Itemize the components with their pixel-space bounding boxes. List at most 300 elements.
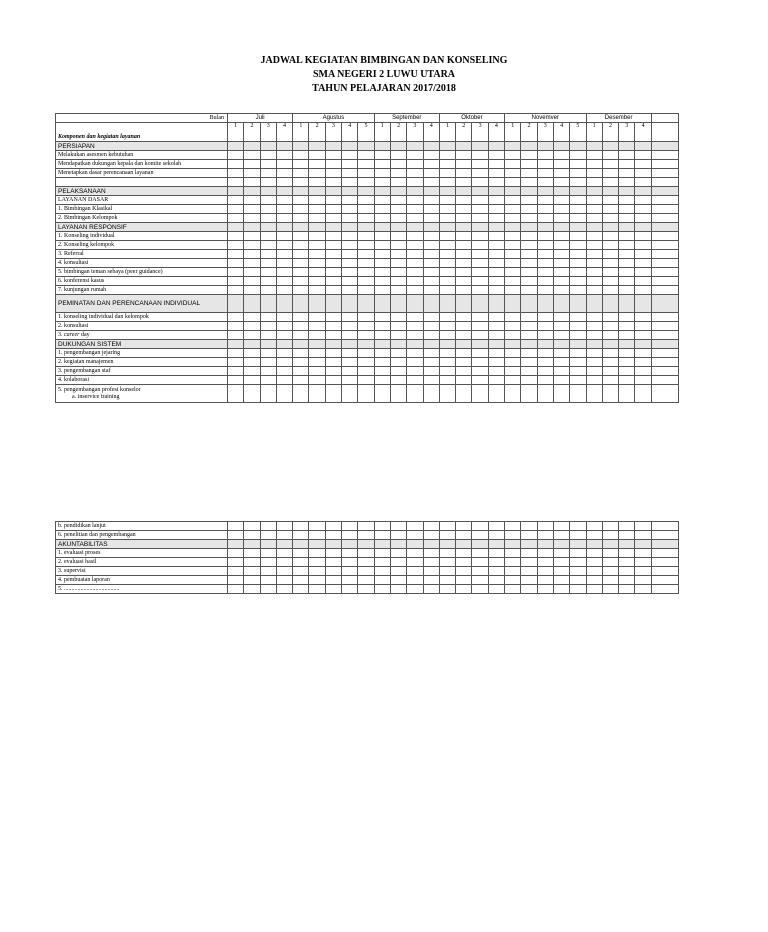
schedule-cell [472,178,488,187]
schedule-cell [505,178,521,187]
schedule-cell [276,187,292,196]
schedule-cell [505,241,521,250]
schedule-cell [635,558,651,567]
schedule-cell [619,214,635,223]
schedule-cell [309,558,325,567]
schedule-cell [619,232,635,241]
schedule-cell [586,331,602,340]
schedule-cell [293,241,309,250]
schedule-cell [553,178,569,187]
schedule-cell [472,268,488,277]
schedule-cell [423,549,439,558]
schedule-cell [276,259,292,268]
schedule-cell [619,349,635,358]
schedule-cell [456,558,472,567]
schedule-cell [244,367,260,376]
schedule-cell [423,585,439,594]
month-juli: Juli [228,114,293,123]
schedule-cell [619,178,635,187]
schedule-cell [407,223,423,232]
schedule-cell [651,585,678,594]
schedule-cell [553,531,569,540]
schedule-cell [293,214,309,223]
table-row [56,558,679,567]
schedule-cell [537,232,553,241]
activity-label [56,151,228,160]
career-word: career [64,331,80,338]
schedule-cell [635,522,651,531]
schedule-cell [228,268,244,277]
schedule-cell [276,585,292,594]
schedule-cell [505,295,521,313]
schedule-cell [260,286,276,295]
schedule-cell [228,259,244,268]
schedule-cell [651,313,678,322]
schedule-cell [309,331,325,340]
schedule-cell [472,160,488,169]
schedule-cell [260,376,276,385]
schedule-cell [651,196,678,205]
schedule-cell [228,277,244,286]
schedule-cell [260,385,276,403]
week-number: 1 [374,123,390,142]
schedule-cell [244,295,260,313]
activity-text: PEMINATAN DAN PERENCANAAN INDIVIDUAL [58,300,201,307]
schedule-cell [586,585,602,594]
schedule-cell [472,277,488,286]
schedule-cell [325,531,341,540]
schedule-cell [570,151,586,160]
schedule-cell [358,223,374,232]
schedule-cell [325,567,341,576]
schedule-cell [602,187,618,196]
schedule-cell [374,313,390,322]
schedule-cell [651,241,678,250]
activity-label [56,268,228,277]
schedule-cell [342,585,358,594]
schedule-cell [619,585,635,594]
schedule-cell [619,522,635,531]
schedule-cell [423,241,439,250]
schedule-cell [439,196,455,205]
activity-label [56,585,228,594]
schedule-cell [619,277,635,286]
schedule-cell [407,585,423,594]
schedule-cell [537,160,553,169]
section-row [56,540,679,549]
schedule-cell [651,567,678,576]
schedule-cell [456,241,472,250]
schedule-cell [521,205,537,214]
schedule-cell [635,214,651,223]
schedule-cell [423,522,439,531]
schedule-cell [602,142,618,151]
schedule-cell [472,205,488,214]
activity-text: Menetapkan dasar perencanaan layanan [58,169,154,176]
schedule-cell [602,367,618,376]
schedule-cell [472,358,488,367]
schedule-cell [390,540,406,549]
schedule-cell [537,358,553,367]
schedule-cell [407,286,423,295]
schedule-cell [390,187,406,196]
schedule-cell [407,277,423,286]
schedule-cell [342,241,358,250]
schedule-cell [472,214,488,223]
schedule-cell [456,286,472,295]
schedule-cell [358,160,374,169]
schedule-cell [537,522,553,531]
activity-label [56,205,228,214]
schedule-cell [472,531,488,540]
table-row [56,585,679,594]
schedule-cell [260,160,276,169]
activity-label [56,178,228,187]
schedule-cell [602,160,618,169]
schedule-cell [244,250,260,259]
schedule-cell [635,169,651,178]
schedule-cell [244,268,260,277]
schedule-cell [407,349,423,358]
schedule-cell [293,295,309,313]
schedule-cell [439,313,455,322]
week-number: 1 [505,123,521,142]
schedule-cell [358,178,374,187]
schedule-cell [456,187,472,196]
activity-label [56,214,228,223]
schedule-cell [472,322,488,331]
schedule-cell [586,205,602,214]
schedule-cell [488,331,504,340]
activity-text: AKUNTABILITAS [58,540,108,548]
schedule-cell [472,540,488,549]
table-row [56,160,679,169]
schedule-cell [619,142,635,151]
schedule-cell [439,540,455,549]
schedule-cell [505,558,521,567]
schedule-cell [537,558,553,567]
schedule-cell [358,277,374,286]
schedule-cell [553,205,569,214]
schedule-cell [505,223,521,232]
week-header-row [56,123,679,142]
schedule-cell [521,385,537,403]
schedule-cell [244,331,260,340]
activity-label [56,576,228,585]
schedule-cell [423,540,439,549]
week-number: 1 [293,123,309,142]
schedule-cell [293,232,309,241]
activity-text: 2. Konseling kelompok [58,241,115,248]
schedule-cell [586,214,602,223]
schedule-cell [456,567,472,576]
schedule-cell [309,385,325,403]
schedule-cell [537,277,553,286]
schedule-cell [260,531,276,540]
schedule-cell [260,295,276,313]
schedule-cell [423,295,439,313]
activity-text: 1. evaluasi proses [58,549,101,556]
schedule-cell [537,576,553,585]
schedule-cell [374,205,390,214]
activity-label [56,196,228,205]
schedule-cell [276,358,292,367]
schedule-cell [472,585,488,594]
schedule-cell [439,286,455,295]
schedule-cell [619,540,635,549]
week-number: 2 [456,123,472,142]
schedule-cell [293,178,309,187]
week-number: 4 [276,123,292,142]
schedule-cell [553,322,569,331]
schedule-cell [472,567,488,576]
career-prefix: 3. [58,331,64,338]
schedule-cell [342,376,358,385]
schedule-cell [570,585,586,594]
schedule-cell [602,585,618,594]
schedule-cell [602,349,618,358]
schedule-cell [553,540,569,549]
schedule-cell [505,331,521,340]
schedule-cell [309,567,325,576]
schedule-cell [325,540,341,549]
schedule-cell [228,232,244,241]
schedule-cell [293,576,309,585]
schedule-cell [472,558,488,567]
schedule-cell [276,540,292,549]
schedule-cell [390,241,406,250]
activity-text: LAYANAN RESPONSIF [58,223,127,231]
schedule-cell [309,169,325,178]
schedule-cell [521,268,537,277]
schedule-cell [390,340,406,349]
schedule-cell [505,540,521,549]
schedule-cell [602,385,618,403]
schedule-cell [358,268,374,277]
schedule-cell [423,331,439,340]
schedule-cell [635,160,651,169]
schedule-cell [276,160,292,169]
schedule-cell [651,385,678,403]
schedule-cell [228,205,244,214]
schedule-cell [602,259,618,268]
week-number: 3 [537,123,553,142]
schedule-cell [309,295,325,313]
schedule-cell [325,241,341,250]
schedule-cell [407,558,423,567]
schedule-cell [456,178,472,187]
schedule-cell [602,558,618,567]
schedule-table-main [55,113,679,403]
schedule-cell [570,295,586,313]
schedule-cell [488,223,504,232]
schedule-cell [521,178,537,187]
schedule-cell [358,322,374,331]
month-agustus: Agustus [293,114,374,123]
schedule-cell [586,178,602,187]
week-number: 1 [586,123,602,142]
schedule-cell [407,268,423,277]
schedule-cell [423,151,439,160]
activity-text: 3. Referral [58,250,84,257]
schedule-cell [537,349,553,358]
activity-text: 1. pengembangan jejaring [58,349,121,356]
schedule-cell [276,169,292,178]
schedule-cell [342,187,358,196]
schedule-cell [456,295,472,313]
schedule-cell [293,558,309,567]
schedule-cell [244,286,260,295]
schedule-cell [228,295,244,313]
section-row [56,223,679,232]
schedule-cell [423,367,439,376]
table-row [56,549,679,558]
schedule-cell [602,331,618,340]
activity-text: 4. kolaborasi [58,376,89,383]
schedule-cell [276,531,292,540]
schedule-cell [456,340,472,349]
schedule-cell [586,241,602,250]
schedule-cell [260,259,276,268]
schedule-cell [553,367,569,376]
schedule-cell [472,151,488,160]
schedule-cell [537,178,553,187]
schedule-cell [276,376,292,385]
schedule-cell [342,295,358,313]
table-row [56,567,679,576]
schedule-cell [293,223,309,232]
section-row [56,187,679,196]
schedule-cell [586,367,602,376]
schedule-cell [537,205,553,214]
schedule-cell [586,232,602,241]
schedule-cell [260,367,276,376]
schedule-cell [635,286,651,295]
schedule-cell [244,241,260,250]
week-number: 1 [439,123,455,142]
schedule-cell [586,313,602,322]
schedule-cell [407,322,423,331]
schedule-cell [358,576,374,585]
schedule-cell [619,549,635,558]
schedule-cell [374,367,390,376]
schedule-cell [407,169,423,178]
schedule-cell [407,232,423,241]
schedule-cell [342,205,358,214]
schedule-cell [309,540,325,549]
schedule-cell [456,331,472,340]
schedule-cell [651,187,678,196]
schedule-cell [342,178,358,187]
schedule-cell [537,322,553,331]
schedule-cell [619,259,635,268]
schedule-cell [423,349,439,358]
week-number: 3 [407,123,423,142]
schedule-cell [374,241,390,250]
schedule-cell [570,250,586,259]
schedule-cell [619,567,635,576]
schedule-cell [635,232,651,241]
schedule-cell [439,349,455,358]
activity-label [56,232,228,241]
schedule-cell [407,376,423,385]
schedule-cell [505,522,521,531]
activity-text: Mendapatkan dukungan kepala dan komite sekolah [58,160,182,167]
activity-text: 3. supervisi [58,567,86,574]
schedule-cell [276,241,292,250]
schedule-cell [635,585,651,594]
schedule-cell [537,376,553,385]
schedule-cell [244,549,260,558]
schedule-cell [309,205,325,214]
schedule-cell [439,295,455,313]
schedule-cell [260,576,276,585]
schedule-cell [635,322,651,331]
schedule-cell [407,367,423,376]
schedule-cell [244,205,260,214]
schedule-cell [228,522,244,531]
schedule-cell [570,331,586,340]
schedule-cell [521,151,537,160]
schedule-cell [619,358,635,367]
schedule-cell [521,232,537,241]
schedule-cell [390,277,406,286]
schedule-cell [472,259,488,268]
schedule-cell [325,223,341,232]
schedule-cell [439,340,455,349]
schedule-cell [635,277,651,286]
schedule-cell [342,340,358,349]
schedule-cell [374,558,390,567]
activity-label [56,558,228,567]
schedule-cell [553,169,569,178]
schedule-cell [586,567,602,576]
schedule-cell [325,349,341,358]
schedule-cell [390,178,406,187]
schedule-cell [342,522,358,531]
activity-text: Melakukan asesmen kebutuhan [58,151,134,158]
schedule-cell [293,196,309,205]
schedule-cell [325,331,341,340]
schedule-cell [602,313,618,322]
schedule-cell [309,340,325,349]
schedule-cell [309,286,325,295]
schedule-cell [228,549,244,558]
schedule-cell [521,241,537,250]
schedule-cell [570,522,586,531]
schedule-cell [651,151,678,160]
schedule-cell [537,142,553,151]
schedule-cell [488,367,504,376]
schedule-cell [374,540,390,549]
schedule-cell [325,142,341,151]
schedule-cell [505,385,521,403]
schedule-cell [635,178,651,187]
schedule-cell [244,385,260,403]
schedule-cell [309,142,325,151]
schedule-cell [521,277,537,286]
schedule-cell [472,196,488,205]
schedule-cell [586,349,602,358]
schedule-cell [521,349,537,358]
schedule-cell [456,196,472,205]
schedule-cell [521,196,537,205]
schedule-cell [570,313,586,322]
schedule-cell [619,376,635,385]
activity-label [56,313,228,322]
schedule-cell [439,558,455,567]
schedule-cell [358,151,374,160]
